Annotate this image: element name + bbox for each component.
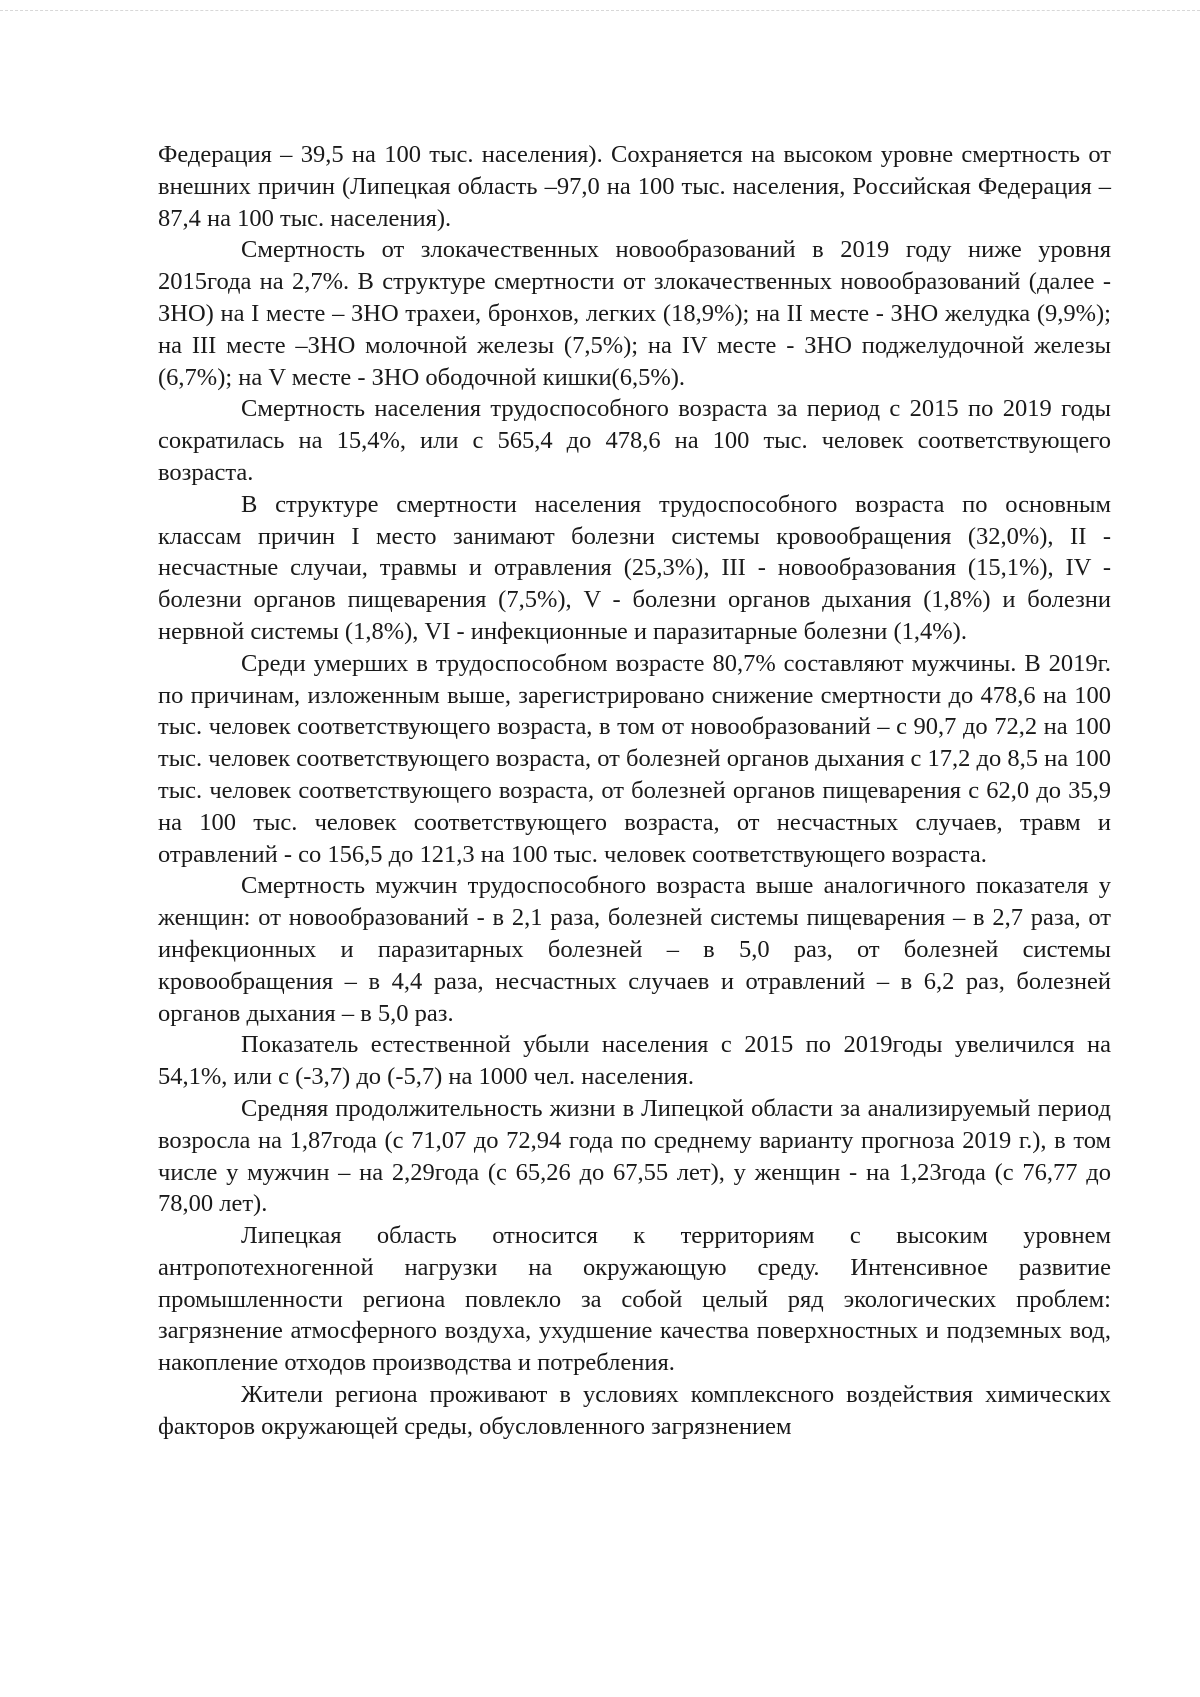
paragraph-9: Липецкая область относится к территориям с высоким уровнем антропотехногенной нагрузки на окружающую среду. Интенсивное развитие промышленности региона повлекло за собой целый ряд экологических проблем: загрязнение атмосферного воздуха, ухудшение качества поверхностных и подземных вод, накопление отходов производства и потребления. [158, 1222, 1111, 1377]
document-body [158, 139, 1111, 1443]
paragraph-4: В структуре смертности населения трудоспособного возраста по основным классам причин I место занимают болезни системы кровообращения (32,0%), II - несчастные случаи, травмы и отравления (25,3%), III - новообразования (15,1%), IV - болезни органов пищеварения (7,5%), V - болезни органов дыхания (1,8%) и болезни нервной системы (1,8%), VI - инфекционные и паразитарные болезни (1,4%). [158, 490, 1111, 645]
paragraph-7: Показатель естественной убыли населения с 2015 по 2019годы увеличился на 54,1%, или с (-3,7) до (-5,7) на 1000 чел. населения. [158, 1031, 1111, 1091]
scan-edge-divider [0, 10, 1200, 11]
paragraph-6: Смертность мужчин трудоспособного возраста выше аналогичного показателя у женщин: от новообразований - в 2,1 раза, болезней системы пищеварения – в 2,7 раза, от инфекционных и паразитарных болезней – в 5,0 раз, от болезней системы кровообращения – в 4,4 раза, несчастных случаев и отравлений – в 6,2 раз, болезней органов дыхания – в 5,0 раз. [158, 872, 1111, 1027]
paragraph-3: Смертность населения трудоспособного возраста за период с 2015 по 2019 годы сократилась на 15,4%, или с 565,4 до 478,6 на 100 тыс. человек соответствующего возраста. [158, 395, 1111, 486]
paragraph-10: Жители региона проживают в условиях комплексного воздействия химических факторов окружающей среды, обусловленного загрязнением [158, 1381, 1111, 1440]
paragraph-8: Средняя продолжительность жизни в Липецкой области за анализируемый период возросла на 1,87года (с 71,07 до 72,94 года по среднему варианту прогноза 2019 г.), в том числе у мужчин – на 2,29года (с 65,26 до 67,55 лет), у женщин - на 1,23года (с 76,77 до 78,00 лет). [158, 1094, 1111, 1218]
paragraph-5: Среди умерших в трудоспособном возрасте 80,7% составляют мужчины. В 2019г. по причинам, изложенным выше, зарегистрировано снижение смертности до 478,6 на 100 тыс. человек соответствующего возраста, в том от новообразований – с 90,7 до 72,2 на 100 тыс. человек соответствующего возраста, от болезней органов дыхания с 17,2 до 8,5 на 100 тыс. человек соответствующего возраста, от болезней органов пищеварения с 62,0 до 35,9 на 100 тыс. человек соответствующего возраста, от несчастных случаев, травм и отравлений - со 156,5 до 121,3 на 100 тыс. человек соответствующего возраста. [158, 649, 1111, 868]
paragraph-1: Федерация – 39,5 на 100 тыс. населения). Сохраняется на высоком уровне смертность от внешних причин (Липецкая область –97,0 на 100 тыс. населения, Российская Федерация – 87,4 на 100 тыс. населения). [158, 141, 1111, 232]
paragraph-2: Смертность от злокачественных новообразований в 2019 году ниже уровня 2015года на 2,7%. В структуре смертности от злокачественных новообразований (далее - ЗНО) на I месте – ЗНО трахеи, бронхов, легких (18,9%); на II месте - ЗНО желудка (9,9%); на III месте –ЗНО молочной железы (7,5%); на IV месте - ЗНО поджелудочной железы (6,7%); на V месте - ЗНО ободочной кишки(6,5%). [158, 236, 1111, 391]
